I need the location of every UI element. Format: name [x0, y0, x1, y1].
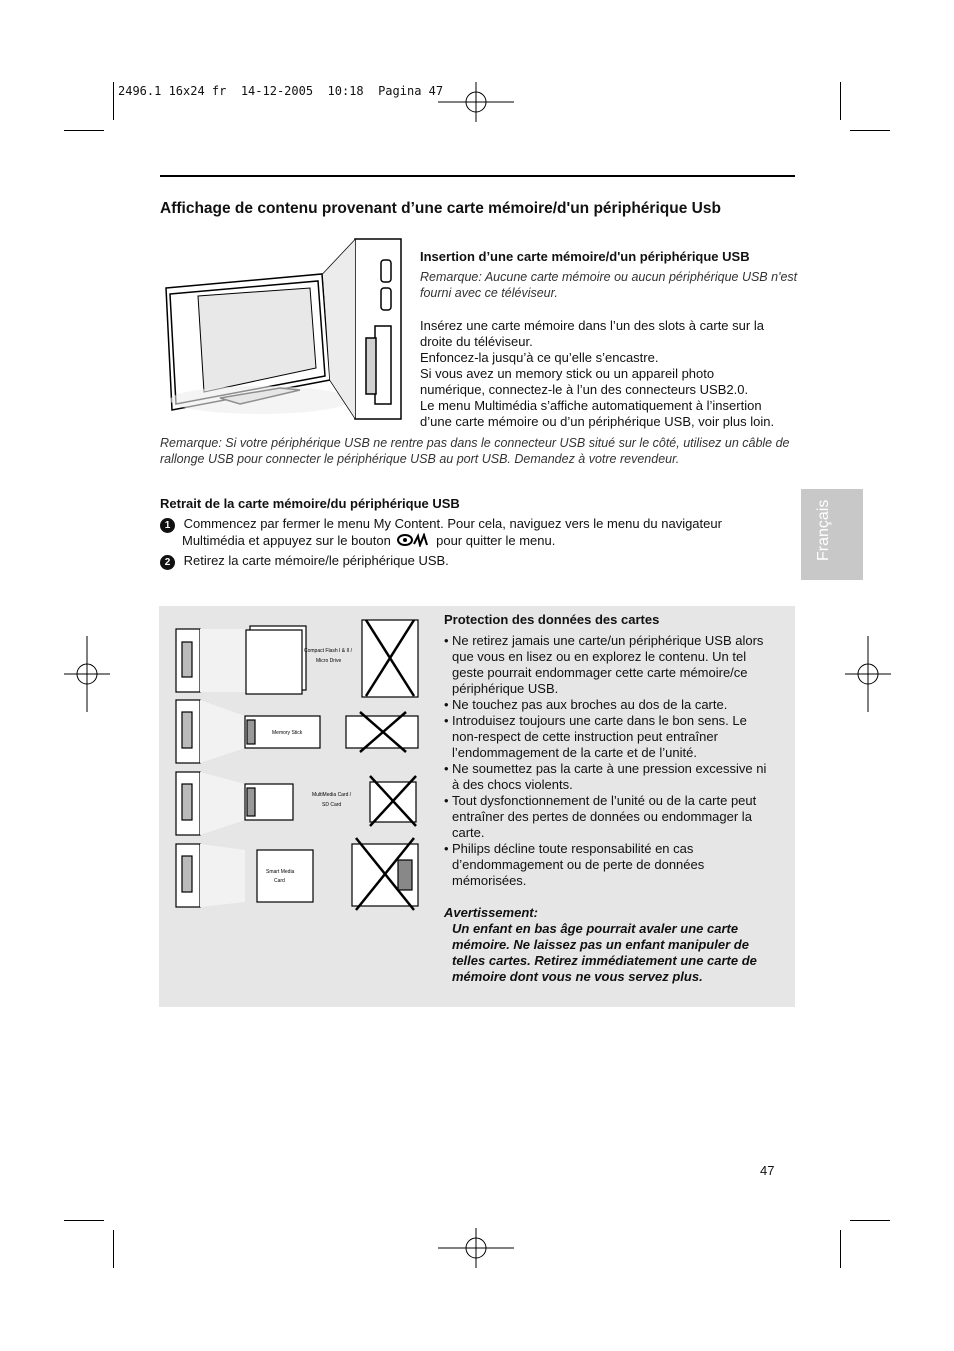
list-item: • Ne soumettez pas la carte à une pression excessive ni à des chocs violents.: [444, 761, 766, 793]
step-number: 2: [160, 555, 175, 570]
tv-illustration: [160, 238, 405, 420]
multimedia-browser-button-icon: [396, 533, 430, 547]
page-number: 47: [760, 1163, 775, 1178]
step-number: 1: [160, 518, 175, 533]
cf-label-2: Micro Drive: [316, 658, 342, 664]
insert-heading: Insertion d’une carte mémoire/d'un périphérique USB: [420, 249, 750, 264]
sm-label-2: Card: [274, 878, 285, 884]
sm-label-1: Smart Media: [266, 869, 295, 875]
removal-step-2: 2 Retirez la carte mémoire/le périphérique USB.: [160, 553, 449, 570]
insert-body: Insérez une carte mémoire dans l’un des slots à carte sur la droite du téléviseur. Enfoncez-la jusqu’à ce qu’elle s’encastre. Si vous avez un memory stick ou un appareil photo numérique, connectez-le à l’un des connecteurs USB2.0. Le menu Multimédia s’affiche automatiquement à l’insertion d’une carte mémoire ou d’un périphérique USB, voir plus loin.: [420, 318, 775, 429]
top-rule: [160, 175, 795, 177]
list-item: • Ne touchez pas aux broches au dos de la carte.: [444, 697, 766, 713]
list-item: • Ne retirez jamais une carte/un périphérique USB alors que vous en lisez ou en explorez le contenu. Un tel geste pourrait endommager cette carte mémoire/ce périphérique USB.: [444, 633, 766, 697]
card-illustrations: [170, 612, 430, 912]
usb-remark: Remarque: Si votre périphérique USB ne rentre pas dans le connecteur USB situé sur le côté, utilisez un câble de rallonge USB pour connecter le périphérique USB au port USB. Demandez à votre revendeur.: [160, 436, 790, 466]
warning-text: Un enfant en bas âge pourrait avaler une carte mémoire. Ne laissez pas un enfant manipuler de telles cartes. Retirez immédiatement une carte de mémoire dont vous ne vous servez plus.: [452, 921, 757, 984]
removal-step-1: 1 Commencez par fermer le menu My Content. Pour cela, naviguez vers le menu du navigateur Multimédia et appuyez sur le bouton pour quitter le menu.: [160, 516, 722, 549]
removal-heading: Retrait de la carte mémoire/du périphérique USB: [160, 496, 460, 511]
mmc-label-1: MultiMedia Card /: [312, 792, 352, 798]
protection-heading: Protection des données des cartes: [444, 612, 660, 627]
ms-label: Memory Stick: [272, 730, 303, 736]
list-item: • Introduisez toujours une carte dans le bon sens. Le non-respect de cette instruction peut entraîner l’endommagement de la carte et de l’unité.: [444, 713, 766, 761]
protection-list: [444, 633, 766, 889]
list-item: • Philips décline toute responsabilité en cas d’endommagement ou de perte de données mémorisées.: [444, 841, 766, 889]
insert-note: Remarque: Aucune carte mémoire ou aucun périphérique USB n'est fourni avec ce téléviseur.: [420, 270, 798, 300]
section-title: Affichage de contenu provenant d’une carte mémoire/d'un périphérique Usb: [160, 200, 721, 217]
warning-title: Avertissement:: [444, 905, 538, 920]
mmc-label-2: SD Card: [322, 802, 342, 808]
cf-label-1: Compact Flash I & II /: [304, 648, 353, 654]
list-item: • Tout dysfonctionnement de l’unité ou de la carte peut entraîner des pertes de données ou endommager la carte.: [444, 793, 766, 841]
language-tab: Français: [801, 489, 863, 580]
print-slug: 2496.1 16x24 fr 14-12-2005 10:18 Pagina 47: [118, 84, 444, 98]
